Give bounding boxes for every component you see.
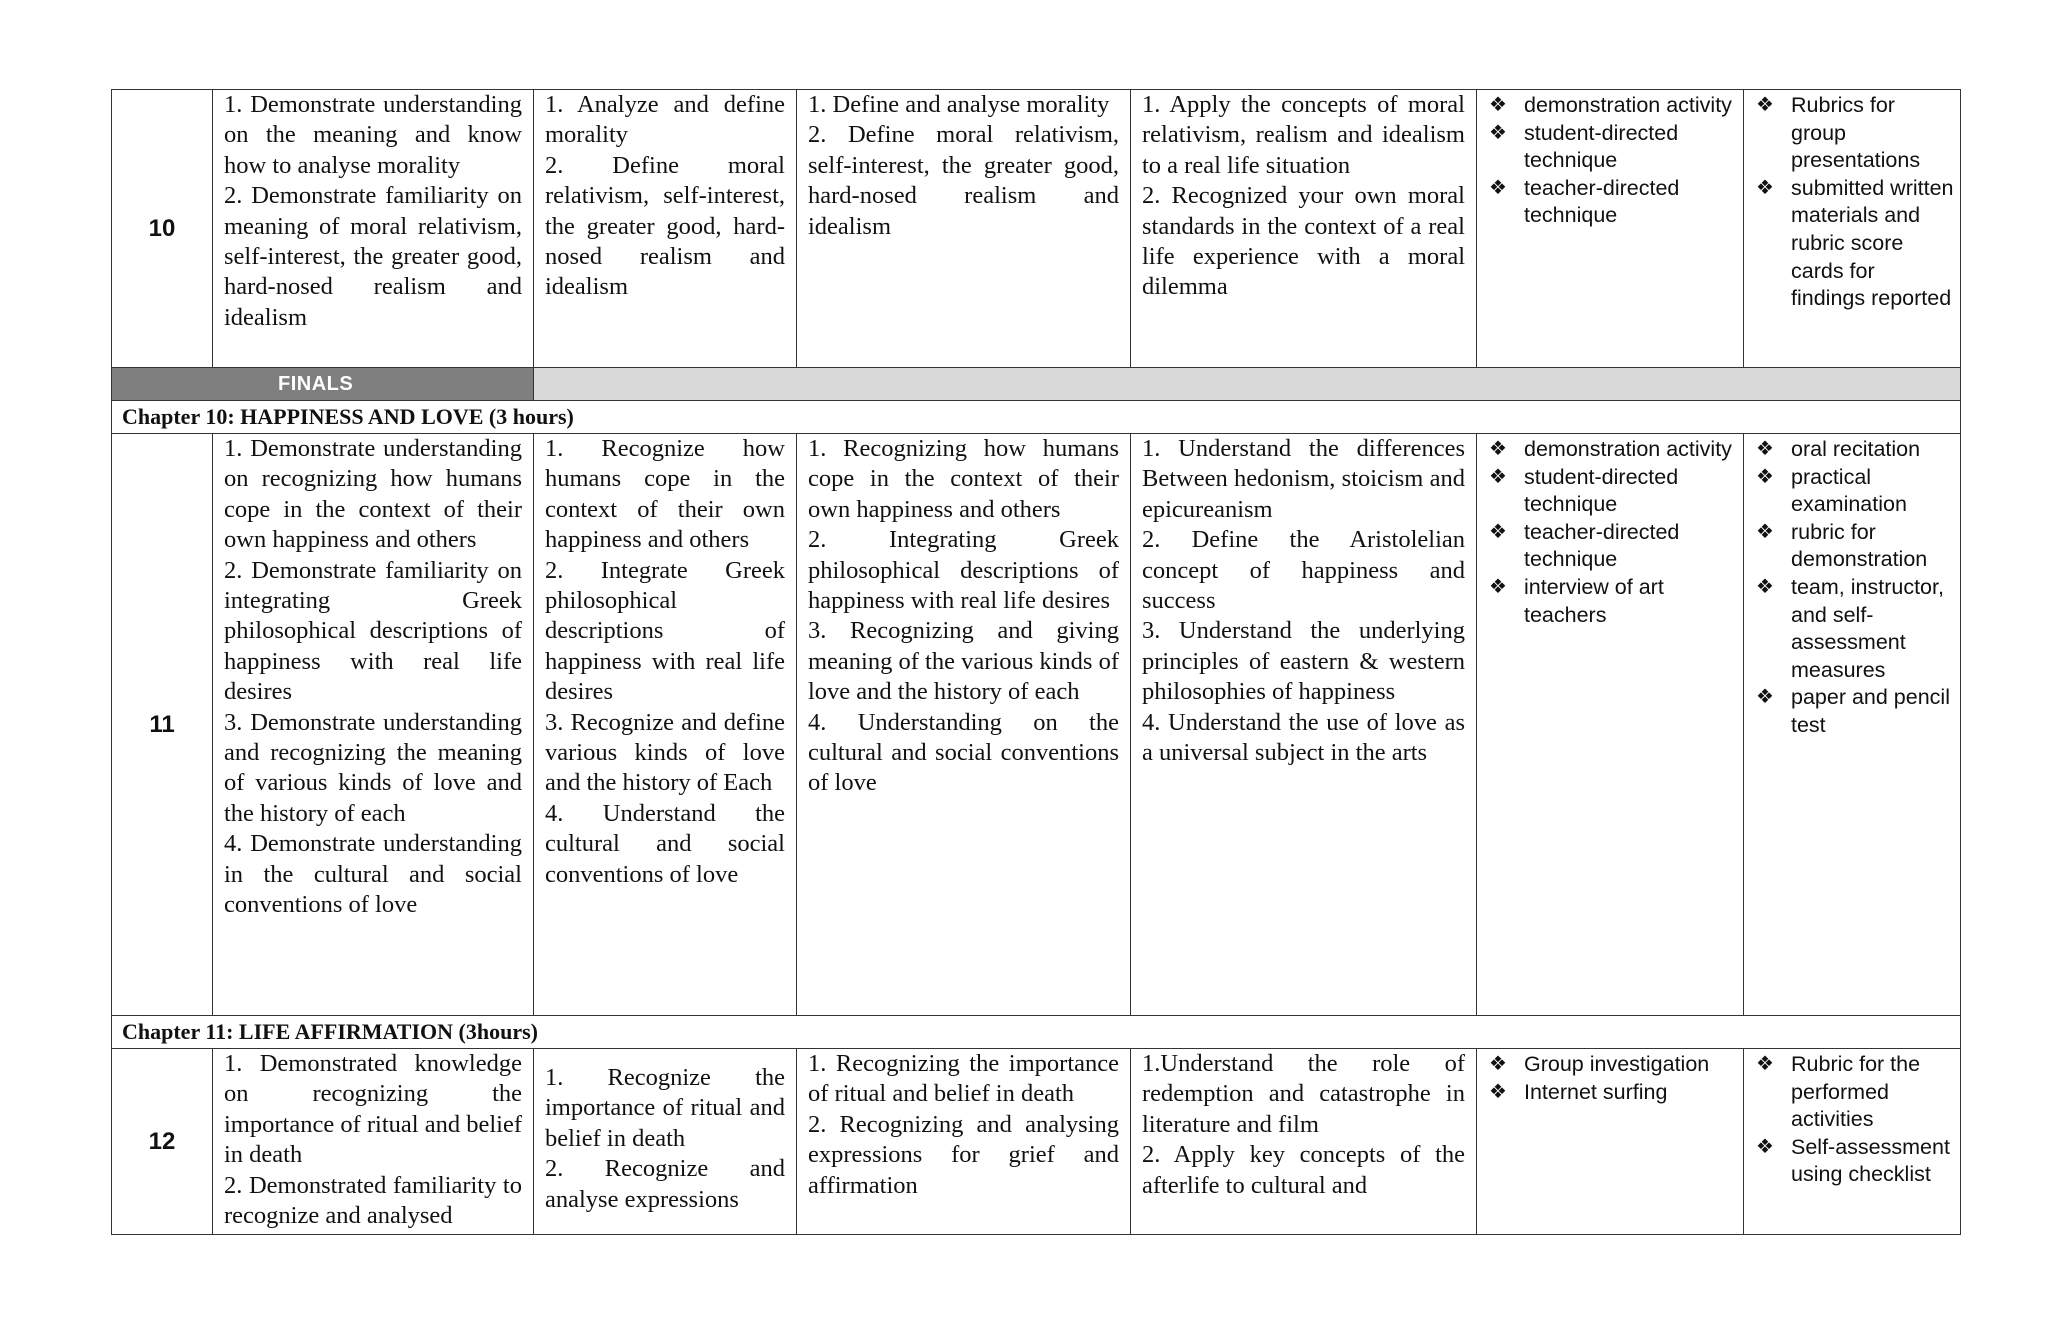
diamond-bullet-icon: ❖ <box>1489 1080 1507 1103</box>
finals-band <box>112 368 1961 401</box>
list-item: ❖ Internet surfing <box>1489 1079 1737 1107</box>
diamond-bullet-icon: ❖ <box>1489 121 1507 144</box>
topics-cell: 1. Recognizing how humans cope in the context of their own happiness and others 2. Integrating Greek philosophical descriptions of happiness with real life desires 3. Recognizing and giving meaning of the various kinds of love and the history of each 4. Understanding on the cultural and social conventions of love <box>797 434 1131 1016</box>
diamond-bullet-icon: ❖ <box>1489 94 1507 116</box>
table-row-10 <box>112 90 1961 368</box>
assessment-cell <box>1744 434 1961 1016</box>
topics-cell: 1. Define and analyse morality 2. Define moral relativism, self-interest, the greater good, hard-nosed realism and idealism <box>797 90 1131 368</box>
chapter-heading: Chapter 10: HAPPINESS AND LOVE (3 hours) <box>112 401 1961 434</box>
list-item: ❖ teacher-directed technique <box>1489 519 1680 572</box>
diamond-bullet-icon: ❖ <box>1489 176 1507 199</box>
learning-objectives-cell: 1. Recognize the importance of ritual and belief in death 2. Recognize and analyse expressions <box>534 1049 797 1235</box>
course-outcomes-cell: 1. Demonstrated knowledge on recognizing the importance of ritual and belief in death 2. Demonstrated familiarity to recognize and analysed <box>213 1049 534 1235</box>
learning-objectives-cell: 1. Recognize how humans cope in the context of their own happiness and others 2. Integrate Greek philosophical descriptions of happiness with real life desires 3. Recognize and define various kinds of love and the history of Each 4. Understand the cultural and social conventions of love <box>534 434 797 1016</box>
list-item: ❖ Rubric for the performed activities <box>1756 1052 1921 1132</box>
chapter-heading: Chapter 11: LIFE AFFIRMATION (3hours) <box>112 1016 1961 1049</box>
list-item: ❖ demonstration activity <box>1489 436 1737 464</box>
syllabus-table <box>111 89 1961 1235</box>
teaching-methods-cell <box>1477 1049 1744 1235</box>
list-item: ❖ teacher-directed technique <box>1489 175 1680 228</box>
row-number: 10 <box>112 90 213 368</box>
list-item: ❖ interview of art teachers <box>1489 574 1664 627</box>
chapter-heading-row <box>112 1016 1961 1049</box>
list-item: ❖ rubric for demonstration <box>1756 519 1928 572</box>
finals-label: FINALS <box>112 368 534 401</box>
list-item: ❖ paper and pencil test <box>1756 685 1950 737</box>
topics-cell: 1. Recognizing the importance of ritual and belief in death 2. Recognizing and analysing expressions for grief and affirmation <box>797 1049 1131 1235</box>
row-number: 12 <box>112 1049 213 1235</box>
table-row-11 <box>112 434 1961 1016</box>
assessment-cell <box>1744 1049 1961 1235</box>
list-item: ❖ Self-assessment using checklist <box>1756 1134 1950 1187</box>
diamond-bullet-icon: ❖ <box>1756 94 1774 116</box>
list-item: ❖ oral recitation <box>1756 436 1954 464</box>
course-outcomes-cell: 1. Demonstrate understanding on recognizing how humans cope in the context of their own happiness and others 2. Demonstrate familiarity on integrating Greek philosophical descriptions of happiness with real life desires 3. Demonstrate understanding and recognizing the meaning of various kinds of love and the history of each 4. Demonstrate understanding in the cultural and social conventions of love <box>213 434 534 1016</box>
outcomes-cell: 1. Apply the concepts of moral relativism, realism and idealism to a real life situation 2. Recognized your own moral standards in the context of a real life experience with a moral dilemma <box>1131 90 1477 368</box>
chapter-heading-row <box>112 401 1961 434</box>
syllabus-page <box>111 89 1960 1235</box>
outcomes-cell: 1.Understand the role of redemption and catastrophe in literature and film 2. Apply key concepts of the afterlife to cultural and <box>1131 1049 1477 1235</box>
diamond-bullet-icon: ❖ <box>1489 1053 1507 1075</box>
diamond-bullet-icon: ❖ <box>1756 1053 1774 1075</box>
diamond-bullet-icon: ❖ <box>1756 520 1774 543</box>
list-item: ❖ student-directed technique <box>1489 120 1679 173</box>
diamond-bullet-icon: ❖ <box>1489 575 1507 598</box>
diamond-bullet-icon: ❖ <box>1756 1135 1774 1158</box>
diamond-bullet-icon: ❖ <box>1489 465 1507 488</box>
list-item: ❖ practical examination <box>1756 464 1907 517</box>
course-outcomes-cell: 1. Demonstrate understanding on the meaning and know how to analyse morality 2. Demonstrate familiarity on meaning of moral relativism, self-interest, the greater good, hard-nosed realism and idealism <box>213 90 534 368</box>
list-item: ❖ Rubrics for group presentations <box>1756 93 1921 173</box>
finals-band-fill <box>534 368 1961 401</box>
assessment-cell <box>1744 90 1961 368</box>
diamond-bullet-icon: ❖ <box>1489 438 1507 460</box>
list-item: ❖ team, instructor, and self-assessment measures <box>1756 574 1944 682</box>
diamond-bullet-icon: ❖ <box>1756 465 1774 488</box>
diamond-bullet-icon: ❖ <box>1756 686 1774 709</box>
teaching-methods-cell <box>1477 90 1744 368</box>
outcomes-cell: 1. Understand the differences Between hedonism, stoicism and epicureanism 2. Define the Aristolelian concept of happiness and success 3. Understand the underlying principles of eastern & western philosophies of happiness 4. Understand the use of love as a universal subject in the arts <box>1131 434 1477 1016</box>
list-item: ❖ submitted written materials and rubric score cards for findings reported <box>1756 175 1954 311</box>
list-item: ❖ demonstration activity <box>1489 92 1737 120</box>
learning-objectives-cell: 1. Analyze and define morality 2. Define moral relativism, self-interest, the greater good, hard-nosed realism and idealism <box>534 90 797 368</box>
diamond-bullet-icon: ❖ <box>1489 520 1507 543</box>
table-row-12 <box>112 1049 1961 1235</box>
list-item: ❖ Group investigation <box>1489 1051 1737 1079</box>
diamond-bullet-icon: ❖ <box>1756 575 1774 598</box>
diamond-bullet-icon: ❖ <box>1756 438 1774 460</box>
list-item: ❖ student-directed technique <box>1489 464 1679 517</box>
diamond-bullet-icon: ❖ <box>1756 176 1774 199</box>
teaching-methods-cell <box>1477 434 1744 1016</box>
row-number: 11 <box>112 434 213 1016</box>
